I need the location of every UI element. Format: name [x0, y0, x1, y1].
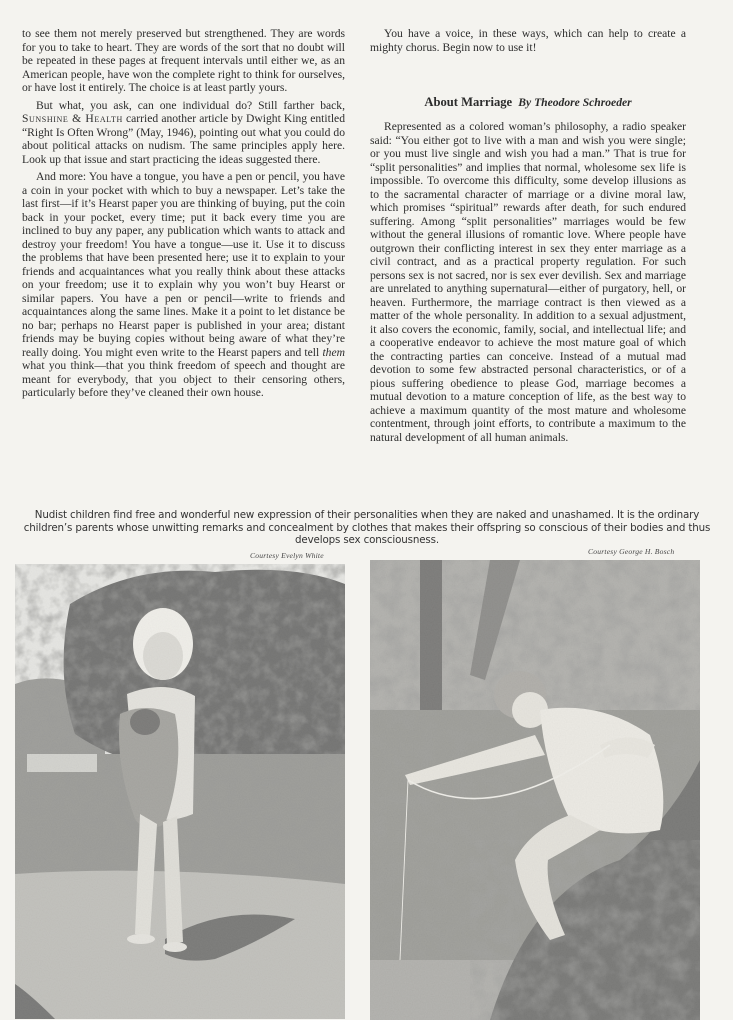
right-column — [370, 27, 686, 444]
photo-caption: Nudist children find free and wonderful new expression of their personalities when they are naked and unashamed. It is the ordinary children’s parents whose unwitting remarks and concealment by clothes that makes their offspring so conscious of their bodies and thus develops sex consciousness. — [23, 509, 711, 547]
paragraph: to see them not merely preserved but strengthened. They are words for you to take to heart. They are words of the sort that no doubt will be repeated in these pages at frequent intervals until either we, as an American people, have won the complete right to think for ourselves, or have lost it entirely. The choice is at least partly yours. — [22, 27, 345, 94]
paragraph-text: what you think—that you think freedom of speech and thought are meant for everybody, that you object to their censoring others, particularly before they’ve cleaned their own house. — [22, 359, 345, 399]
photo-child-with-cat — [15, 564, 345, 1019]
article-byline: By Theodore Schroeder — [518, 96, 632, 109]
emphasis: them — [322, 345, 345, 359]
photo-credit-left: Courtesy Evelyn White — [250, 551, 324, 560]
left-column — [22, 27, 345, 400]
article-heading — [370, 95, 686, 110]
photo-illustration — [15, 564, 345, 1019]
photo-boy-fishing — [370, 560, 700, 1020]
paragraph-text: But what, you ask, can one individual do? Still farther back, — [36, 98, 345, 112]
paragraph — [22, 99, 345, 167]
paragraph-text: And more: You have a tongue, you have a pen or pencil, you have a coin in your pocket with which to buy a newspaper. Let’s take the last first—if it’s Hearst paper you are thinking of buying, put the coin back in your pocket, every time; put it back every time you are inclined to buy any paper, any publication which wants to attack and destroy your freedom! You have a tongue—use it. Use it to discuss the problems that have been presented here; use it to explain to your friends and acquaintances what you really think about these attacks on your freedom; use it to explain why you won’t buy Hearst or similar papers. You have a pen or pencil—write to friends and acquaintances along the same lines. Make it a point to let distance be no bar; perhaps no Hearst paper is published in your area; distant friends may be buying copies without being aware of what they’re really doing. You might even write to the Hearst papers and tell — [22, 170, 345, 359]
closing-paragraph: You have a voice, in these ways, which can help to create a mighty chorus. Begin now to use it! — [370, 27, 686, 54]
paragraph — [22, 170, 345, 400]
magazine-name: Sunshine & Health — [22, 112, 123, 125]
photo-credit-right: Courtesy George H. Bosch — [588, 547, 675, 556]
photo-illustration — [370, 560, 700, 1020]
paragraph-text: carried another article by Dwight King entitled “Right Is Often Wrong” (May, 1946), pointing out what you could do about political attacks on nudism. The same principles apply here. Look up that issue and start practicing the ideas suggested there. — [22, 112, 345, 166]
article-title: About Marriage — [424, 95, 513, 109]
article-body: Represented as a colored woman’s philosophy, a radio speaker said: “You either got to live with a man and wish you were single; or you must live single and wish you had a man.” That is true for “split personalities” and implies that normal, wholesome sex life is impossible. To overcome this difficulty, some develop illusions as to the sacramental character of marriage or a divine moral law, which promises “spiritual” rewards after death, for such endured suffering. Among “split personalities” marriages would be few without the general illusions of romantic love. Where people have outgrown their conflicting interest in sex they enter marriage as a civil contract, and as a practical property regulation. For such persons sex is not sacred, nor is sex ever devilish. Sex and marriage are unrelated to anything supernatural—either of purgatory, hell, or heaven. Furthermore, the marriage contract is then viewed as a matter of the whole personality. In addition to a sexual adjustment, it also covers the economic, family, social, and intellectual life; and a cooperative endeavor to achieve the most mature goal of which the contracting parties can conceive. Instead of a mutual mad devotion to some few abstracted personal characteristics, or of a pious suffering obedience to please God, marriage becomes a mutual devotion to a mature conception of life, as the best way to achieve a maximum quantity of the most mature and wholesome contentment, through joint efforts, to contribute a maximum to the natural development of all human animals. — [370, 120, 686, 444]
